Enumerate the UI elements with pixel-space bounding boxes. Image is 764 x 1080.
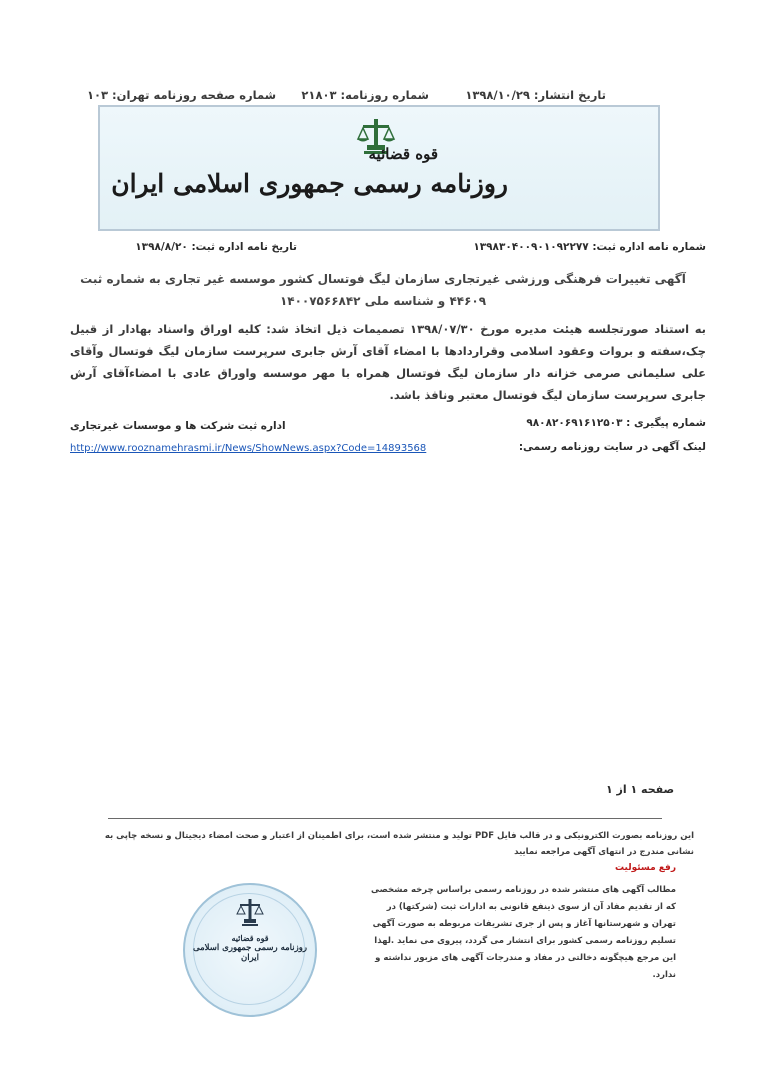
masthead-subtitle: قوه قضائیه [368,145,438,163]
stamp-title: روزنامه رسمی جمهوری اسلامی ایران [193,943,307,963]
stamp-subtitle: قوه قضائیه [231,933,269,943]
pdf-disclaimer: این روزنامه بصورت الکترونیکی و در قالب فایل PDF تولید و منتشر شده است، برای اطمینان از اعتبار و صحت امضاء دیجیتال و نسخه چاپی به نشانی مندرج در انتهای آگهی مراجعه نمایید [104,831,694,857]
notice-body: به استناد صورتجلسه هیئت مدیره مورخ ۱۳۹۸/۰۷/۳۰ تصمیمات ذیل اتخاذ شد: کلیه اوراق واسناد بهادار از قبیل چک،سفته و بروات وعقود اسلامی وقراردادها با امضاء آقای آرش جابری سرپرست سازمان لیگ فوتسال وآقای علی سلیمانی صرمی خزانه دار سازمان لیگ فوتسال همراه با مهر موسسه واوراق عادی با امضاءآقای آرش جابری سرپرست سازمان لیگ فوتسال معتبر ونافذ باشد. [70,322,706,402]
responsibility-title: رفع مسئولیت [615,863,676,873]
responsibility-text: مطالب آگهی های منتشر شده در روزنامه رسمی براساس چرخه مشخصی که از تقدیم مفاد آن از سوی ذینفع قانونی به ادارات ثبت (شرکتها) در تهران و شهرستانها آغاز و پس از جری تشریفات مربوطه به صورت آگهی تسلیم روزنامه رسمی کشور برای انتشار می گردد، پیروی می نماید .لهذا این مرجع هیچگونه دخالتی در مفاد و مندرجات آگهی های مزبور نداشته و ندارد. [371,885,676,980]
newspaper-stamp [183,883,317,1017]
registry-letter-number: شماره نامه اداره ثبت: ۱۳۹۸۳۰۴۰۰۹۰۱۰۹۲۲۷۷ [473,241,706,253]
registry-office: اداره ثبت شرکت ها و موسسات غیرتجاری [70,420,286,432]
tracking-number: شماره پیگیری : ۹۸۰۸۲۰۶۹۱۶۱۲۵۰۳ [526,417,706,429]
notice-title: آگهی تغییرات فرهنگی ورزشی غیرتجاری سازمان لیگ فوتسال کشور موسسه غیر تجاری به شماره ثبت ۴۴۶۰۹ و شناسه ملی ۱۴۰۰۷۵۶۶۸۴۲ [80,272,686,308]
link-label: لینک آگهی در سایت روزنامه رسمی: [518,441,706,453]
notice-link[interactable]: http://www.rooznamehrasmi.ir/News/ShowNews.aspx?Code=14893568 [70,443,427,454]
publish-date: تاریخ انتشار: ۱۳۹۸/۱۰/۲۹ [465,88,606,102]
masthead [98,105,660,231]
stamp-scales-icon [235,897,265,929]
newspaper-page-number: شماره صفحه روزنامه تهران: ۱۰۳ [86,88,276,102]
page-indicator: صفحه ۱ از ۱ [606,783,675,796]
footer-divider [108,818,662,819]
newspaper-number: شماره روزنامه: ۲۱۸۰۳ [301,88,429,102]
masthead-title: روزنامه رسمی جمهوری اسلامی ایران [111,169,508,198]
registry-letter-date: تاریخ نامه اداره ثبت: ۱۳۹۸/۸/۲۰ [135,241,297,253]
